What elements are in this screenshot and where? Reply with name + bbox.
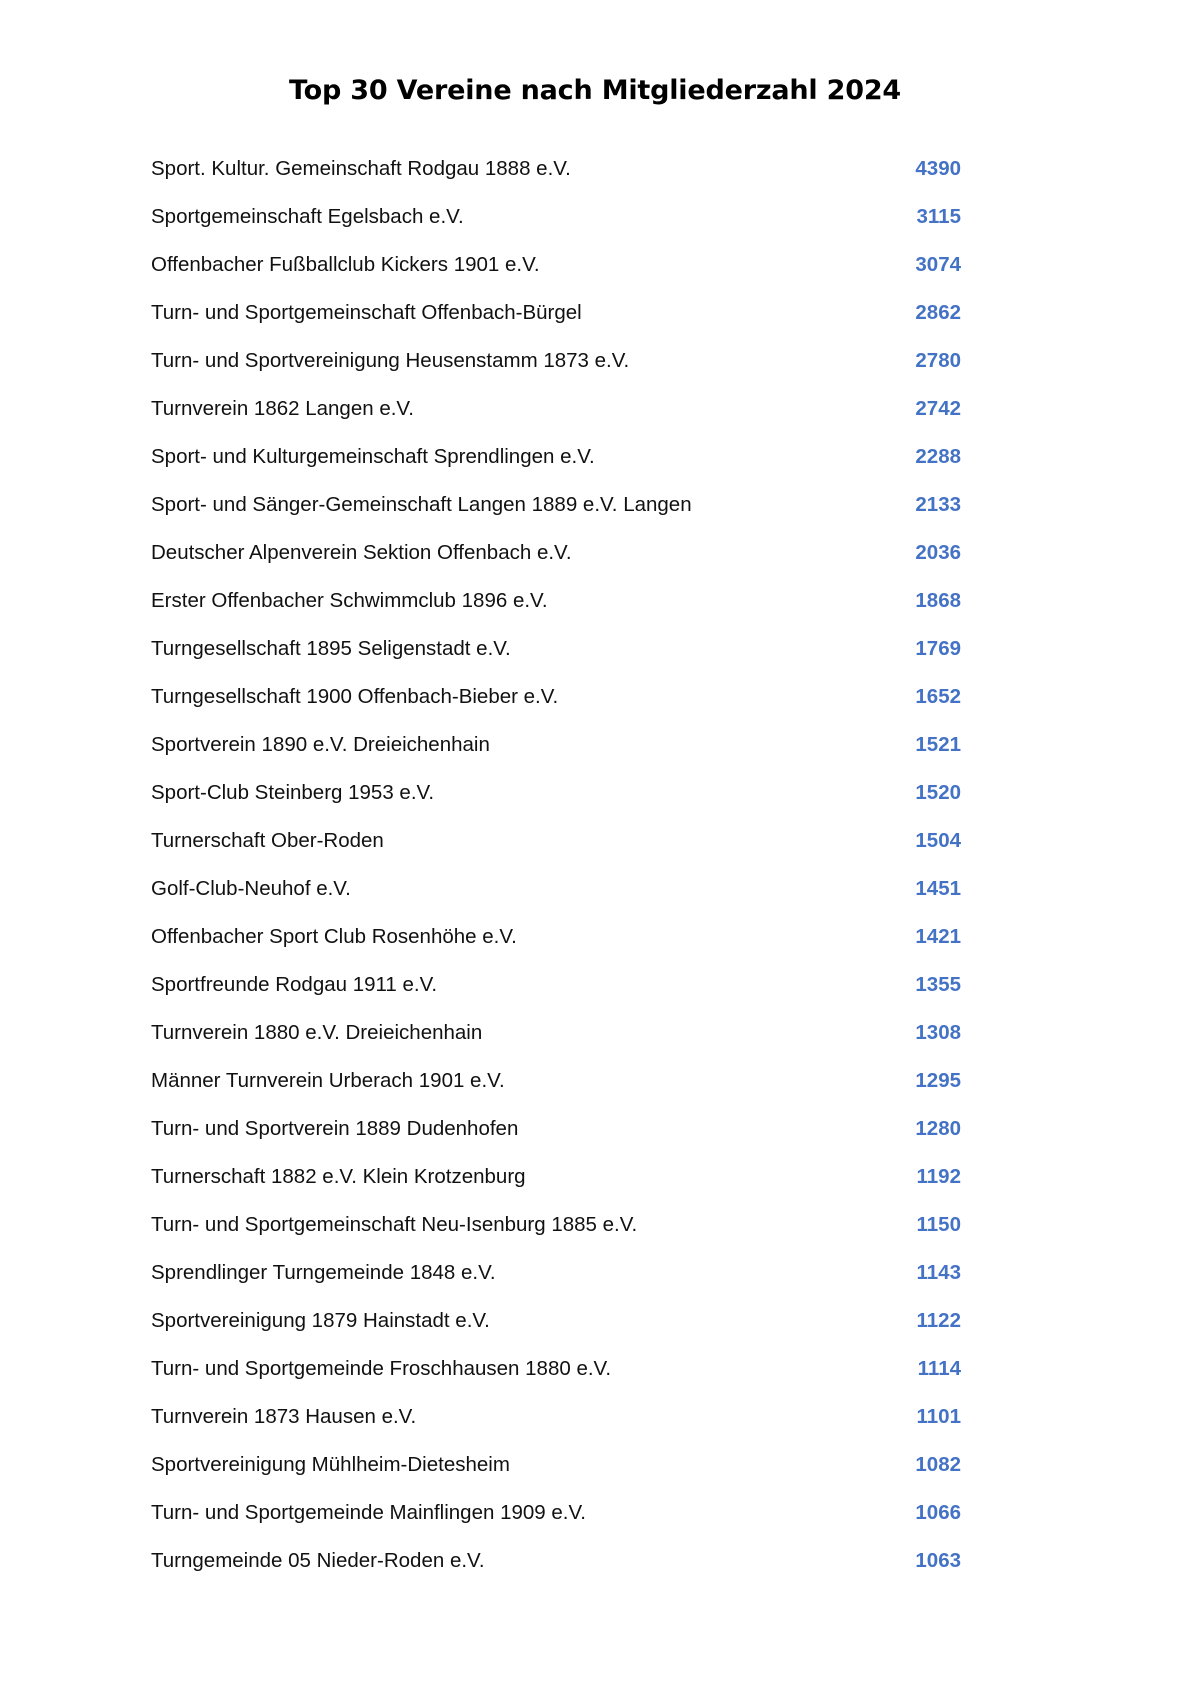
club-name: Turn- und Sportgemeinde Mainflingen 1909 e.V.: [151, 1501, 586, 1524]
club-name: Turnerschaft Ober-Roden: [151, 829, 384, 852]
club-name: Sprendlinger Turngemeinde 1848 e.V.: [151, 1261, 496, 1284]
member-count: 1280: [915, 1117, 961, 1140]
club-name: Turnverein 1873 Hausen e.V.: [151, 1405, 417, 1428]
member-count: 1521: [915, 733, 961, 756]
club-name: Sportvereinigung Mühlheim-Dietesheim: [151, 1453, 510, 1476]
club-name: Sportverein 1890 e.V. Dreieichenhain: [151, 733, 490, 756]
member-count: 4390: [915, 157, 961, 180]
list-item: [151, 395, 961, 443]
member-count: 3115: [916, 205, 961, 228]
list-item: [151, 1115, 961, 1163]
club-name: Turnverein 1880 e.V. Dreieichenhain: [151, 1021, 483, 1044]
club-name: Sport-Club Steinberg 1953 e.V.: [151, 781, 435, 804]
list-item: [151, 1211, 961, 1259]
club-name: Offenbacher Fußballclub Kickers 1901 e.V.: [151, 253, 540, 276]
club-name: Sport- und Sänger-Gemeinschaft Langen 1889 e.V. Langen: [151, 493, 692, 516]
club-list: [151, 155, 961, 1595]
club-name: Offenbacher Sport Club Rosenhöhe e.V.: [151, 925, 517, 948]
list-item: [151, 587, 961, 635]
list-item: [151, 875, 961, 923]
member-count: 1355: [915, 973, 961, 996]
club-name: Turngesellschaft 1895 Seligenstadt e.V.: [151, 637, 511, 660]
club-name: Sport. Kultur. Gemeinschaft Rodgau 1888 e.V.: [151, 157, 571, 180]
club-name: Turnerschaft 1882 e.V. Klein Krotzenburg: [151, 1165, 526, 1188]
member-count: 2862: [915, 301, 961, 324]
member-count: 1421: [915, 925, 961, 948]
club-name: Deutscher Alpenverein Sektion Offenbach e.V.: [151, 541, 572, 564]
list-item: [151, 1403, 961, 1451]
member-count: 2288: [915, 445, 961, 468]
club-name: Erster Offenbacher Schwimmclub 1896 e.V.: [151, 589, 548, 612]
list-item: [151, 1163, 961, 1211]
list-item: [151, 971, 961, 1019]
club-name: Golf-Club-Neuhof e.V.: [151, 877, 351, 900]
member-count: 1520: [915, 781, 961, 804]
member-count: 1295: [915, 1069, 961, 1092]
list-item: [151, 1019, 961, 1067]
list-item: [151, 1547, 961, 1595]
member-count: 2036: [915, 541, 961, 564]
member-count: 1066: [915, 1501, 961, 1524]
list-item: [151, 683, 961, 731]
member-count: 1150: [916, 1213, 961, 1236]
list-item: [151, 923, 961, 971]
member-count: 3074: [915, 253, 961, 276]
member-count: 2780: [915, 349, 961, 372]
member-count: 1114: [917, 1357, 961, 1380]
list-item: [151, 1067, 961, 1115]
member-count: 1769: [915, 637, 961, 660]
member-count: 1868: [915, 589, 961, 612]
list-item: [151, 299, 961, 347]
list-item: [151, 1307, 961, 1355]
member-count: 1143: [916, 1261, 961, 1284]
list-item: [151, 491, 961, 539]
member-count: 1652: [915, 685, 961, 708]
member-count: 2742: [915, 397, 961, 420]
page-title: Top 30 Vereine nach Mitgliederzahl 2024: [289, 75, 901, 106]
member-count: 2133: [915, 493, 961, 516]
list-item: [151, 779, 961, 827]
list-item: [151, 731, 961, 779]
list-item: [151, 1259, 961, 1307]
club-name: Turnverein 1862 Langen e.V.: [151, 397, 414, 420]
club-name: Turn- und Sportgemeinschaft Offenbach-Bürgel: [151, 301, 582, 324]
club-name: Turn- und Sportverein 1889 Dudenhofen: [151, 1117, 519, 1140]
member-count: 1504: [915, 829, 961, 852]
list-item: [151, 443, 961, 491]
member-count: 1082: [915, 1453, 961, 1476]
club-name: Sport- und Kulturgemeinschaft Sprendlingen e.V.: [151, 445, 595, 468]
member-count: 1122: [916, 1309, 961, 1332]
club-name: Turngesellschaft 1900 Offenbach-Bieber e.V.: [151, 685, 559, 708]
member-count: 1192: [916, 1165, 961, 1188]
club-name: Sportgemeinschaft Egelsbach e.V.: [151, 205, 464, 228]
list-item: [151, 1499, 961, 1547]
club-name: Turngemeinde 05 Nieder-Roden e.V.: [151, 1549, 485, 1572]
list-item: [151, 155, 961, 203]
member-count: 1308: [915, 1021, 961, 1044]
list-item: [151, 635, 961, 683]
member-count: 1451: [915, 877, 961, 900]
list-item: [151, 251, 961, 299]
list-item: [151, 203, 961, 251]
club-name: Turn- und Sportgemeinschaft Neu-Isenburg 1885 e.V.: [151, 1213, 638, 1236]
club-name: Männer Turnverein Urberach 1901 e.V.: [151, 1069, 505, 1092]
list-item: [151, 1451, 961, 1499]
list-item: [151, 347, 961, 395]
list-item: [151, 827, 961, 875]
club-name: Turn- und Sportvereinigung Heusenstamm 1873 e.V.: [151, 349, 630, 372]
club-name: Turn- und Sportgemeinde Froschhausen 1880 e.V.: [151, 1357, 612, 1380]
list-item: [151, 539, 961, 587]
list-item: [151, 1355, 961, 1403]
member-count: 1063: [915, 1549, 961, 1572]
club-name: Sportfreunde Rodgau 1911 e.V.: [151, 973, 438, 996]
member-count: 1101: [916, 1405, 961, 1428]
club-name: Sportvereinigung 1879 Hainstadt e.V.: [151, 1309, 490, 1332]
